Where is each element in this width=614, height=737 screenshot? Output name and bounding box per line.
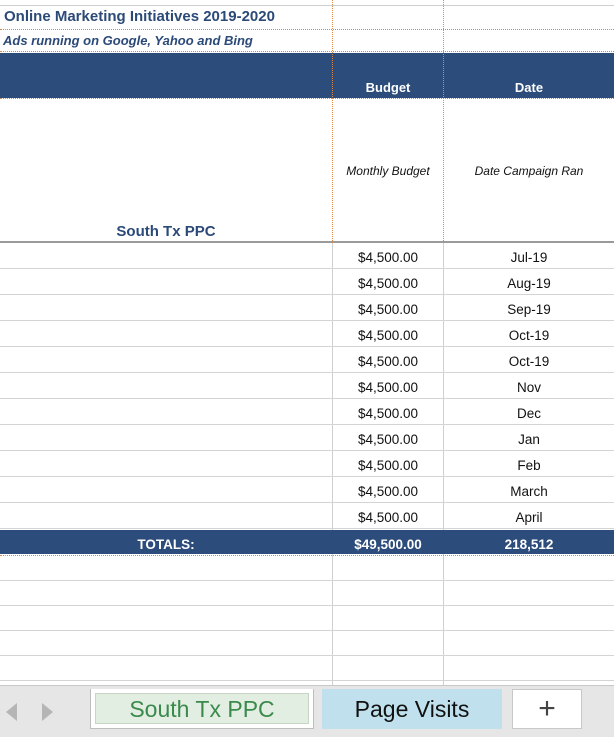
budget-cell[interactable]: $4,500.00	[357, 484, 419, 499]
date-cell[interactable]: Dec	[516, 406, 541, 421]
grid-line	[0, 502, 614, 503]
grid-line	[0, 476, 614, 477]
dotted-divider	[0, 51, 614, 52]
date-cell[interactable]: Aug-19	[507, 276, 551, 291]
totals-label[interactable]: TOTALS:	[137, 537, 195, 552]
dotted-divider	[443, 0, 444, 243]
dotted-divider	[0, 29, 614, 30]
date-cell[interactable]: April	[515, 510, 543, 525]
budget-cell[interactable]: $4,500.00	[357, 458, 419, 473]
grid-line	[0, 268, 614, 269]
date-cell[interactable]: Sep-19	[507, 302, 551, 317]
sheet-title[interactable]: Online Marketing Initiatives 2019-2020	[4, 8, 275, 25]
grid-line	[0, 5, 614, 6]
grid-line	[0, 655, 614, 656]
grid-line	[0, 294, 614, 295]
add-sheet-button[interactable]: +	[512, 689, 582, 729]
grid-line	[0, 528, 614, 529]
budget-cell[interactable]: $4,500.00	[357, 510, 419, 525]
dotted-divider	[332, 0, 333, 243]
budget-cell[interactable]: $4,500.00	[357, 432, 419, 447]
grid-line	[0, 680, 614, 681]
grid-line	[0, 580, 614, 581]
totals-date[interactable]: 218,512	[504, 537, 554, 552]
budget-cell[interactable]: $4,500.00	[357, 380, 419, 395]
grid-line	[0, 424, 614, 425]
section-label[interactable]: South Tx PPC	[116, 223, 216, 240]
column-header-date[interactable]: Date	[514, 80, 544, 95]
date-cell[interactable]: Jan	[518, 432, 540, 447]
budget-cell[interactable]: $4,500.00	[357, 354, 419, 369]
budget-cell[interactable]: $4,500.00	[357, 276, 419, 291]
grid-line	[0, 372, 614, 373]
budget-cell[interactable]: $4,500.00	[357, 302, 419, 317]
budget-cell[interactable]: $4,500.00	[357, 250, 419, 265]
column-header-budget[interactable]: Budget	[365, 80, 411, 95]
date-cell[interactable]: Feb	[517, 458, 541, 473]
tab-label: South Tx PPC	[95, 693, 309, 724]
date-cell[interactable]: March	[510, 484, 548, 499]
date-cell[interactable]: Nov	[516, 380, 541, 395]
tab-south-tx-ppc[interactable]	[90, 689, 314, 729]
scroll-left-icon[interactable]	[6, 703, 17, 721]
grid-line	[0, 320, 614, 321]
dotted-divider	[0, 98, 614, 99]
sheet-subtitle[interactable]: Ads running on Google, Yahoo and Bing	[3, 33, 253, 48]
date-cell[interactable]: Oct-19	[508, 328, 550, 343]
grid-line	[0, 605, 614, 606]
date-cell[interactable]: Jul-19	[510, 250, 548, 265]
scroll-right-icon[interactable]	[42, 703, 53, 721]
column-description-date[interactable]: Date Campaign Ran	[474, 164, 584, 178]
grid-line	[0, 450, 614, 451]
grid-line	[0, 630, 614, 631]
dotted-divider	[0, 555, 614, 556]
grid-line	[0, 398, 614, 399]
date-cell[interactable]: Oct-19	[508, 354, 550, 369]
column-description-budget[interactable]: Monthly Budget	[346, 164, 430, 178]
budget-cell[interactable]: $4,500.00	[357, 328, 419, 343]
totals-budget[interactable]: $49,500.00	[354, 537, 422, 552]
tab-page-visits[interactable]: Page Visits	[322, 689, 502, 729]
grid-line	[0, 241, 614, 243]
grid-line	[0, 346, 614, 347]
budget-cell[interactable]: $4,500.00	[357, 406, 419, 421]
